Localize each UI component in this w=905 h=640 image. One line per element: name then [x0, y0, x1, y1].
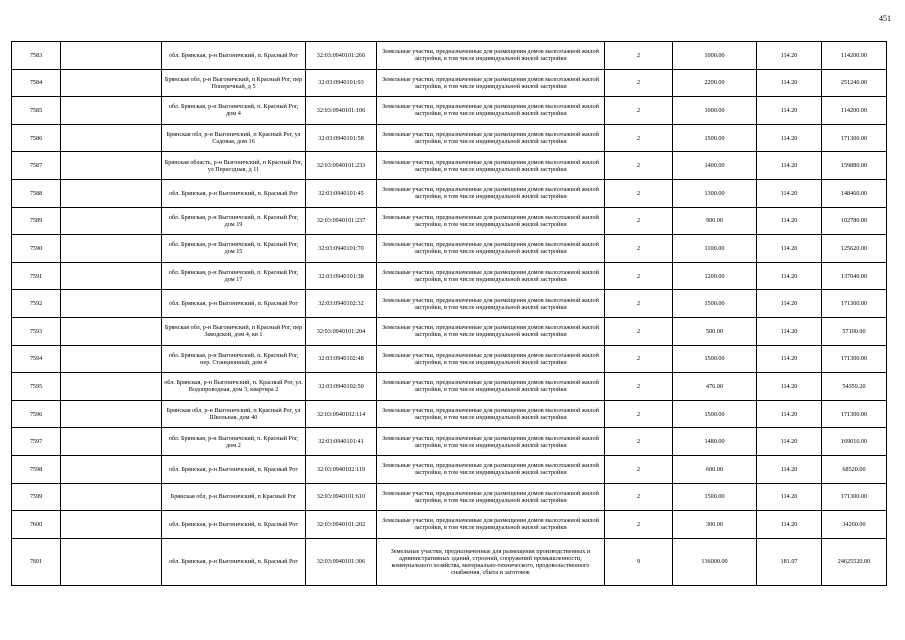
cadastral-value-cell: 171300.00 [822, 483, 887, 511]
area-cell: 476.00 [673, 373, 757, 401]
area-cell: 1500.00 [673, 124, 757, 152]
address-cell: обл. Брянская, р-н Выгоничский, п. Красный Рог [162, 290, 306, 318]
cadastral-number-cell: 32:03:0940101:610 [306, 483, 377, 511]
table-row [12, 124, 887, 152]
land-purpose-cell: Земельные участки, предназначенные для размещения домов малоэтажной жилой застройки, в том числе индивидуальной жилой застройки [377, 262, 605, 290]
row-number-cell: 7601 [12, 538, 61, 585]
land-purpose-cell: Земельные участки, предназначенные для размещения домов малоэтажной жилой застройки, в том числе индивидуальной жилой застройки [377, 42, 605, 70]
land-purpose-cell: Земельные участки, предназначенные для размещения домов малоэтажной жилой застройки, в том числе индивидуальной жилой застройки [377, 124, 605, 152]
page-number: 451 [879, 14, 891, 23]
cadastral-number-cell: 32:03:0940102:50 [306, 373, 377, 401]
address-cell: обл. Брянская, р-н Выгоничский, п. Красный Рог [162, 538, 306, 585]
empty-cell [61, 207, 162, 235]
row-number-cell: 7599 [12, 483, 61, 511]
empty-cell [61, 483, 162, 511]
cadastral-value-cell: 169016.00 [822, 428, 887, 456]
address-cell: обл. Брянская, р-н Выгоничский, п. Красный Рог [162, 42, 306, 70]
rate-cell: 114.20 [757, 290, 822, 318]
group-cell: 2 [605, 428, 673, 456]
land-purpose-cell: Земельные участки, предназначенные для размещения домов малоэтажной жилой застройки, в том числе индивидуальной жилой застройки [377, 69, 605, 97]
cadastral-value-cell: 54359.20 [822, 373, 887, 401]
area-cell: 1480.00 [673, 428, 757, 456]
land-purpose-cell: Земельные участки, предназначенные для размещения производственных и административных зданий, строений, сооружений промышленности, коммунального хозяйства, материально-технического, продовольственного снабжения, сбыта и заготовок [377, 538, 605, 585]
rate-cell: 114.20 [757, 235, 822, 263]
rate-cell: 114.20 [757, 345, 822, 373]
cadastral-value-cell: 125620.00 [822, 235, 887, 263]
table-row [12, 207, 887, 235]
row-number-cell: 7586 [12, 124, 61, 152]
rate-cell: 114.20 [757, 179, 822, 207]
table-row [12, 455, 887, 483]
cadastral-number-cell: 32:03:0940102:32 [306, 290, 377, 318]
cadastral-value-cell: 171300.00 [822, 290, 887, 318]
cadastral-value-cell: 171300.00 [822, 124, 887, 152]
row-number-cell: 7587 [12, 152, 61, 180]
cadastral-number-cell: 32:03:0940101:306 [306, 538, 377, 585]
address-cell: Брянская обл, р-н Выгоничский, п Красный Рог, ул Садовая, дом 16 [162, 124, 306, 152]
group-cell: 2 [605, 511, 673, 539]
rate-cell: 114.20 [757, 97, 822, 125]
land-purpose-cell: Земельные участки, предназначенные для размещения домов малоэтажной жилой застройки, в том числе индивидуальной жилой застройки [377, 373, 605, 401]
group-cell: 2 [605, 483, 673, 511]
row-number-cell: 7594 [12, 345, 61, 373]
table-row [12, 373, 887, 401]
land-purpose-cell: Земельные участки, предназначенные для размещения домов малоэтажной жилой застройки, в том числе индивидуальной жилой застройки [377, 317, 605, 345]
address-cell: Брянская обл, р-н Выгоничский, п Красный Рог, пер Поперечный, д 5 [162, 69, 306, 97]
land-purpose-cell: Земельные участки, предназначенные для размещения домов малоэтажной жилой застройки, в том числе индивидуальной жилой застройки [377, 207, 605, 235]
cadastral-value-cell: 57100.00 [822, 317, 887, 345]
area-cell: 1400.00 [673, 152, 757, 180]
group-cell: 9 [605, 538, 673, 585]
rate-cell: 114.20 [757, 511, 822, 539]
cadastral-number-cell: 32:03:0940101:70 [306, 235, 377, 263]
land-purpose-cell: Земельные участки, предназначенные для размещения домов малоэтажной жилой застройки, в том числе индивидуальной жилой застройки [377, 511, 605, 539]
group-cell: 2 [605, 42, 673, 70]
table-row [12, 511, 887, 539]
cadastral-number-cell: 32:03:0940102:119 [306, 455, 377, 483]
group-cell: 2 [605, 373, 673, 401]
empty-cell [61, 538, 162, 585]
empty-cell [61, 97, 162, 125]
land-purpose-cell: Земельные участки, предназначенные для размещения домов малоэтажной жилой застройки, в том числе индивидуальной жилой застройки [377, 179, 605, 207]
area-cell: 1500.00 [673, 400, 757, 428]
address-cell: обл. Брянская, р-н Выгоничский, п. Красный Рог, дом 17 [162, 262, 306, 290]
cadastral-value-cell: 171300.00 [822, 400, 887, 428]
cadastral-number-cell: 32:03:0940101:93 [306, 69, 377, 97]
rate-cell: 114.20 [757, 317, 822, 345]
row-number-cell: 7593 [12, 317, 61, 345]
cadastral-value-cell: 159880.00 [822, 152, 887, 180]
cadastral-value-cell: 34260.00 [822, 511, 887, 539]
group-cell: 2 [605, 262, 673, 290]
group-cell: 2 [605, 235, 673, 263]
land-purpose-cell: Земельные участки, предназначенные для размещения домов малоэтажной жилой застройки, в том числе индивидуальной жилой застройки [377, 483, 605, 511]
address-cell: обл. Брянская, р-н Выгоничский, п. Красный Рог, дом 15 [162, 235, 306, 263]
row-number-cell: 7584 [12, 69, 61, 97]
table-row [12, 483, 887, 511]
empty-cell [61, 262, 162, 290]
empty-cell [61, 317, 162, 345]
rate-cell: 181.07 [757, 538, 822, 585]
area-cell: 1000.00 [673, 42, 757, 70]
area-cell: 1500.00 [673, 345, 757, 373]
cadastral-number-cell: 32:03:0940101:204 [306, 317, 377, 345]
cadastral-value-cell: 68520.00 [822, 455, 887, 483]
group-cell: 2 [605, 290, 673, 318]
row-number-cell: 7585 [12, 97, 61, 125]
cadastral-value-cell: 148460.00 [822, 179, 887, 207]
row-number-cell: 7590 [12, 235, 61, 263]
area-cell: 1300.00 [673, 179, 757, 207]
area-cell: 600.00 [673, 455, 757, 483]
area-cell: 1200.00 [673, 262, 757, 290]
table-row [12, 428, 887, 456]
address-cell: Брянская обл, р-н Выгоничский, п Красный Рог, пер Заводской, дом 4, кв 1 [162, 317, 306, 345]
group-cell: 2 [605, 97, 673, 125]
area-cell: 1500.00 [673, 290, 757, 318]
address-cell: Брянская область, р-н Выгоничский, п Красный Рог, ул Переездная, д 11 [162, 152, 306, 180]
group-cell: 2 [605, 400, 673, 428]
row-number-cell: 7598 [12, 455, 61, 483]
row-number-cell: 7583 [12, 42, 61, 70]
address-cell: обл. Брянская, р-н Выгоничский, п. Красный Рог, дом 2 [162, 428, 306, 456]
rate-cell: 114.20 [757, 455, 822, 483]
table-row [12, 262, 887, 290]
address-cell: Брянская обл, р-н Выгоничский, п Красный Рог [162, 483, 306, 511]
land-purpose-cell: Земельные участки, предназначенные для размещения домов малоэтажной жилой застройки, в том числе индивидуальной жилой застройки [377, 152, 605, 180]
cadastral-number-cell: 32:03:0940102:48 [306, 345, 377, 373]
cadastral-number-cell: 32:03:0940101:106 [306, 97, 377, 125]
address-cell: обл. Брянская, р-н Выгоничский, п. Красный Рог [162, 179, 306, 207]
group-cell: 2 [605, 207, 673, 235]
table-row [12, 97, 887, 125]
rate-cell: 114.20 [757, 483, 822, 511]
table-row [12, 42, 887, 70]
empty-cell [61, 400, 162, 428]
row-number-cell: 7591 [12, 262, 61, 290]
cadastral-value-cell: 251240.00 [822, 69, 887, 97]
cadastral-number-cell: 32:03:0940101:233 [306, 152, 377, 180]
area-cell: 1000.00 [673, 97, 757, 125]
table-row [12, 345, 887, 373]
rate-cell: 114.20 [757, 207, 822, 235]
empty-cell [61, 455, 162, 483]
table-row [12, 290, 887, 318]
area-cell: 500.00 [673, 317, 757, 345]
cadastral-value-cell: 114200.00 [822, 42, 887, 70]
group-cell: 2 [605, 69, 673, 97]
address-cell: обл. Брянская, р-н Выгоничский, п. Красный Рог, ул. Водопроводная, дом 3, квартира 2 [162, 373, 306, 401]
row-number-cell: 7596 [12, 400, 61, 428]
row-number-cell: 7600 [12, 511, 61, 539]
address-cell: обл. Брянская, р-н Выгоничский, п. Красный Рог, дом 4 [162, 97, 306, 125]
address-cell: обл. Брянская, р-н Выгоничский, п. Красный Рог, дом 19 [162, 207, 306, 235]
table-row [12, 317, 887, 345]
cadastral-number-cell: 32:03:0940101:202 [306, 511, 377, 539]
cadastral-number-cell: 32:03:0940101:237 [306, 207, 377, 235]
rate-cell: 114.20 [757, 373, 822, 401]
row-number-cell: 7589 [12, 207, 61, 235]
cadastral-number-cell: 32:03:0940101:41 [306, 428, 377, 456]
group-cell: 2 [605, 455, 673, 483]
land-cadastral-table [11, 41, 887, 586]
land-purpose-cell: Земельные участки, предназначенные для размещения домов малоэтажной жилой застройки, в том числе индивидуальной жилой застройки [377, 455, 605, 483]
land-purpose-cell: Земельные участки, предназначенные для размещения домов малоэтажной жилой застройки, в том числе индивидуальной жилой застройки [377, 345, 605, 373]
table-body [12, 42, 887, 586]
row-number-cell: 7597 [12, 428, 61, 456]
table-row [12, 235, 887, 263]
cadastral-number-cell: 32:03:0940101:266 [306, 42, 377, 70]
cadastral-value-cell: 171300.00 [822, 345, 887, 373]
cadastral-value-cell: 102780.00 [822, 207, 887, 235]
cadastral-number-cell: 32:03:0940101:58 [306, 124, 377, 152]
empty-cell [61, 179, 162, 207]
cadastral-number-cell: 32:03:0940101:45 [306, 179, 377, 207]
cadastral-value-cell: 114200.00 [822, 97, 887, 125]
table-row [12, 400, 887, 428]
empty-cell [61, 42, 162, 70]
table-row [12, 538, 887, 585]
address-cell: обл. Брянская, р-н Выгоничский, п. Красный Рог [162, 511, 306, 539]
area-cell: 1100.00 [673, 235, 757, 263]
address-cell: обл. Брянская, р-н Выгоничский, п. Красный Рог [162, 455, 306, 483]
area-cell: 900.00 [673, 207, 757, 235]
empty-cell [61, 124, 162, 152]
table-row [12, 69, 887, 97]
cadastral-value-cell: 24625520.00 [822, 538, 887, 585]
row-number-cell: 7592 [12, 290, 61, 318]
rate-cell: 114.20 [757, 124, 822, 152]
rate-cell: 114.20 [757, 262, 822, 290]
empty-cell [61, 69, 162, 97]
empty-cell [61, 373, 162, 401]
empty-cell [61, 428, 162, 456]
row-number-cell: 7595 [12, 373, 61, 401]
address-cell: обл. Брянская, р-н Выгоничский, п. Красный Рог, пер. Станционный, дом 4 [162, 345, 306, 373]
rate-cell: 114.20 [757, 428, 822, 456]
empty-cell [61, 290, 162, 318]
empty-cell [61, 152, 162, 180]
table-row [12, 152, 887, 180]
land-purpose-cell: Земельные участки, предназначенные для размещения домов малоэтажной жилой застройки, в том числе индивидуальной жилой застройки [377, 97, 605, 125]
group-cell: 2 [605, 124, 673, 152]
land-purpose-cell: Земельные участки, предназначенные для размещения домов малоэтажной жилой застройки, в том числе индивидуальной жилой застройки [377, 428, 605, 456]
area-cell: 300.00 [673, 511, 757, 539]
address-cell: Брянская обл, р-н Выгоничский, п Красный Рог, ул Школьная, дом 40 [162, 400, 306, 428]
rate-cell: 114.20 [757, 400, 822, 428]
area-cell: 2200.00 [673, 69, 757, 97]
rate-cell: 114.20 [757, 42, 822, 70]
rate-cell: 114.20 [757, 152, 822, 180]
rate-cell: 114.20 [757, 69, 822, 97]
table-row [12, 179, 887, 207]
row-number-cell: 7588 [12, 179, 61, 207]
area-cell: 1500.00 [673, 483, 757, 511]
area-cell: 136000.00 [673, 538, 757, 585]
empty-cell [61, 511, 162, 539]
empty-cell [61, 235, 162, 263]
cadastral-value-cell: 137040.00 [822, 262, 887, 290]
group-cell: 2 [605, 152, 673, 180]
cadastral-number-cell: 32:03:0940102:114 [306, 400, 377, 428]
empty-cell [61, 345, 162, 373]
group-cell: 2 [605, 179, 673, 207]
cadastral-number-cell: 32:03:0940101:38 [306, 262, 377, 290]
land-purpose-cell: Земельные участки, предназначенные для размещения домов малоэтажной жилой застройки, в том числе индивидуальной жилой застройки [377, 400, 605, 428]
group-cell: 2 [605, 345, 673, 373]
group-cell: 2 [605, 317, 673, 345]
land-purpose-cell: Земельные участки, предназначенные для размещения домов малоэтажной жилой застройки, в том числе индивидуальной жилой застройки [377, 290, 605, 318]
land-purpose-cell: Земельные участки, предназначенные для размещения домов малоэтажной жилой застройки, в том числе индивидуальной жилой застройки [377, 235, 605, 263]
